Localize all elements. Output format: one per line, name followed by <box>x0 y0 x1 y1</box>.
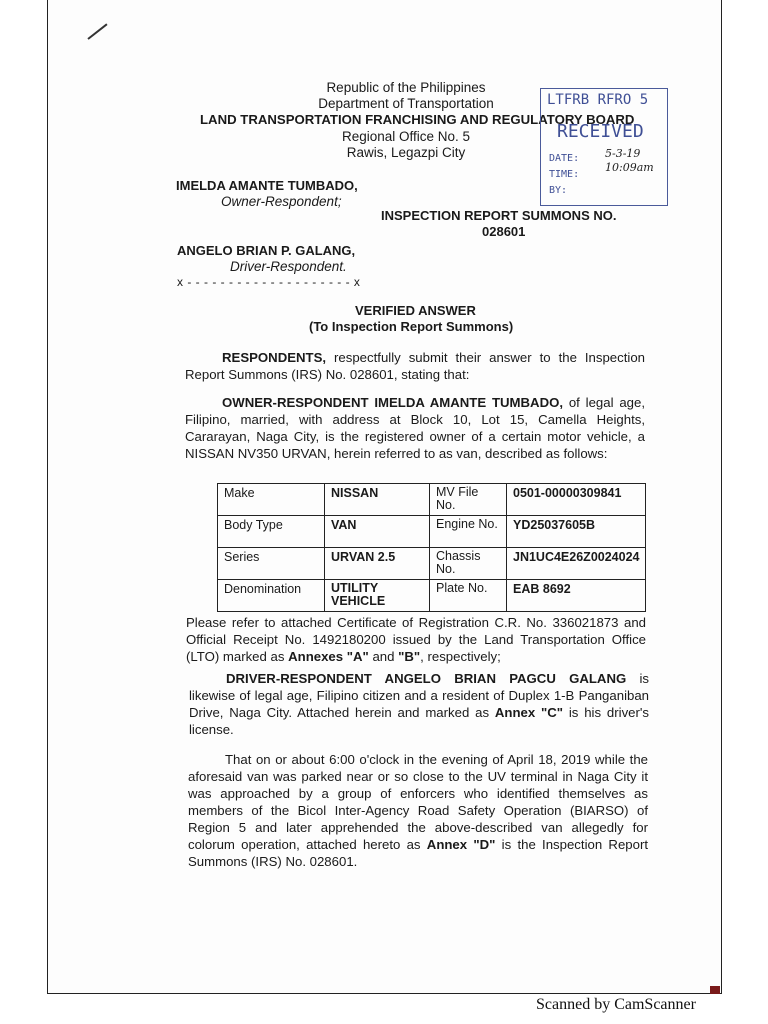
paragraph-registration: Please refer to attached Certificate of Registration C.R. No. 336021873 and Official Receipt No. 1492180200 issued by the Land Transportation Office (LTO) marked as Annexes "A" and "B", respectively; <box>186 615 646 664</box>
driver-name: ANGELO BRIAN P. GALANG, <box>177 243 356 258</box>
scanner-watermark: Scanned by CamScanner <box>536 996 696 1013</box>
owner-name: IMELDA AMANTE TUMBADO, <box>176 178 358 193</box>
caption-separator: x - - - - - - - - - - - - - - - - - - - - x <box>177 275 361 289</box>
paragraph-owner: OWNER-RESPONDENT IMELDA AMANTE TUMBADO, of legal age, Filipino, married, with address at Block 10, Lot 15, Camella Heights, Cararayan, Naga City, is the registered owner of a certain motor vehicle, a NISSAN NV350 URVAN, herein referred to as van, described as follows: <box>185 395 645 461</box>
header-address: Rawis, Legazpi City <box>346 145 466 160</box>
table-row: Series URVAN 2.5 Chassis No. JN1UC4E26Z0024024 <box>218 548 646 580</box>
stamp-time-value: 10:09am <box>605 161 654 174</box>
stamp-by-label: BY: <box>549 185 568 196</box>
title-verified-answer: VERIFIED ANSWER <box>355 303 476 318</box>
paragraph-driver: DRIVER-RESPONDENT ANGELO BRIAN PAGCU GALANG is likewise of legal age, Filipino citizen and a resident of Duplex 1-B Panganiban Drive, Naga City. Attached herein and marked as Annex "C" is his driver's license. <box>189 671 649 737</box>
table-row: Make NISSAN MV File No. 0501-00000309841 <box>218 484 646 516</box>
summons-number: 028601 <box>482 224 526 239</box>
table-row: Body Type VAN Engine No. YD25037605B <box>218 516 646 548</box>
stamp-received: RECEIVED <box>557 121 644 142</box>
paragraph-respondents: RESPONDENTS, respectfully submit their answer to the Inspection Report Summons (IRS) No. 028601, stating that: <box>185 350 645 382</box>
stamp-time-label: TIME: <box>549 169 580 180</box>
paragraph-incident: That on or about 6:00 o'clock in the evening of April 18, 2019 while the aforesaid van was parked near or so close to the UV terminal in Naga City it was approached by a group of enforcers who identified themselves as members of the Bicol Inter-Agency Road Safety Operation (BIARSO) of Region 5 and later apprehended the above-described van allegedly for colorum operation, attached hereto as Annex "D" is the Inspection Report Summons (IRS) No. 028601. <box>188 752 649 869</box>
table-row: Denomination UTILITY VEHICLE Plate No. EAB 8692 <box>218 580 646 612</box>
summons-label: INSPECTION REPORT SUMMONS NO. <box>381 208 617 223</box>
vehicle-details-table <box>217 483 646 612</box>
header-agency: LAND TRANSPORTATION FRANCHISING AND REGULATORY BOARD <box>200 112 635 127</box>
scan-corner-mark <box>710 986 720 994</box>
stamp-office: LTFRB RFRO 5 <box>547 92 649 108</box>
owner-role: Owner-Respondent; <box>221 194 342 209</box>
title-subtitle: (To Inspection Report Summons) <box>309 319 514 334</box>
driver-role: Driver-Respondent. <box>230 259 347 274</box>
header-department: Department of Transportation <box>318 96 494 111</box>
header-region: Regional Office No. 5 <box>341 129 471 144</box>
header-republic: Republic of the Philippines <box>326 80 486 95</box>
stamp-date-value: 5-3-19 <box>605 147 641 160</box>
stamp-date-label: DATE: <box>549 153 580 164</box>
received-stamp <box>540 88 668 206</box>
